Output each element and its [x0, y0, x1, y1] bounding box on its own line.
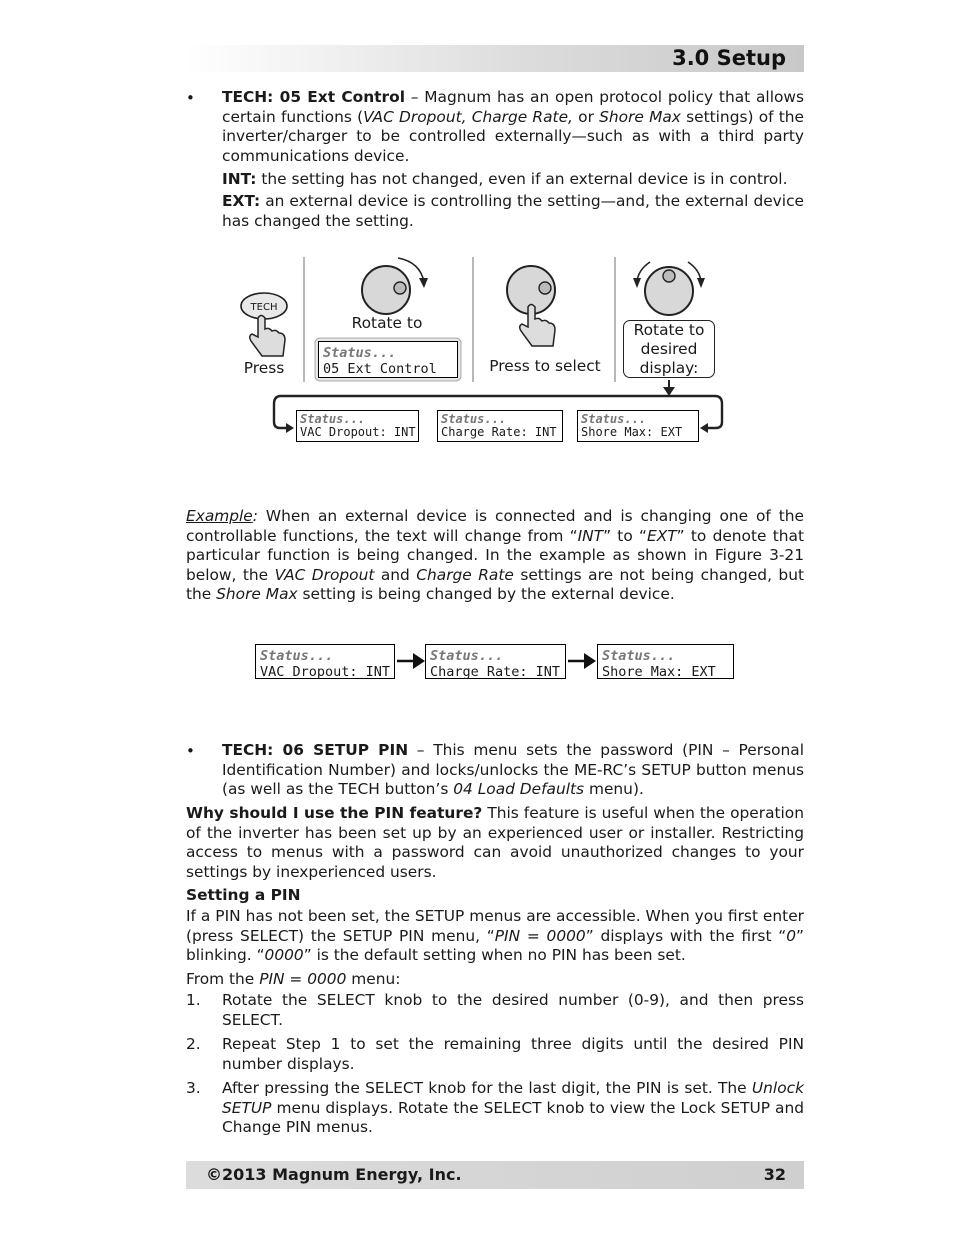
tech05-text-1: – Magnum has an open protocol policy that allows certain functions ( — [222, 88, 804, 126]
press-label: Press — [243, 359, 285, 377]
lcd-shore-max — [577, 410, 699, 442]
why-pin-text: This feature is useful when the operation of the inverter has been set up by an experienced user or installer. Restricting access to menus with a password can avoid unauthorized changes to your settings by inexperienced users. — [186, 804, 804, 881]
tech06-load-defaults: 04 Load Defaults — [453, 780, 585, 798]
step-3-unlock-setup: Unlock SETUP — [222, 1079, 804, 1117]
example-vac: VAC Dropout — [274, 565, 375, 584]
rotate-to-label: Rotate to — [351, 314, 423, 332]
tech-button-label: TECH — [250, 302, 278, 313]
lcd-line: VAC Dropout: INT — [300, 425, 416, 439]
tech06-text-2: menu). — [584, 780, 644, 798]
bullet-tech05: • — [186, 89, 195, 107]
example-shore: Shore Max — [216, 585, 298, 603]
arrow-right-icon — [566, 648, 598, 674]
example-int: INT — [577, 526, 604, 545]
setting-pin-paragraph — [186, 907, 804, 966]
tech05-text-2: or — [572, 107, 600, 126]
setting-pin-value: PIN = 0000 — [494, 926, 586, 945]
rotate-desired-line-2: desired — [640, 340, 698, 358]
diagram-graphics — [0, 0, 954, 470]
example-paragraph — [186, 507, 804, 605]
arrow-right-icon — [395, 648, 427, 674]
section-title: 3.0 Setup — [672, 46, 786, 70]
lcd-line: Shore Max: EXT — [602, 664, 716, 680]
lcd-line: Charge Rate: INT — [441, 425, 557, 439]
from-text: From the — [186, 970, 260, 988]
lcd-status: Status... — [300, 412, 366, 426]
page-footer — [186, 1161, 804, 1189]
why-pin-paragraph — [186, 804, 804, 882]
lcd-status: Status... — [430, 648, 504, 664]
step-3-text — [222, 1079, 804, 1138]
step-2-text: Repeat Step 1 to set the remaining three digits until the desired PIN number displays. — [222, 1035, 804, 1073]
setting-text: If a PIN has not been set, the SETUP menus are accessible. When you first enter (press SELECT) the SETUP PIN menu, “ — [186, 907, 804, 945]
setting-text: ” is the default setting when no PIN has been set. — [303, 946, 686, 964]
from-pin-line — [186, 970, 804, 990]
flow-lcd-shore-max — [597, 644, 734, 679]
example-text: When an external device is connected and is changing one of the controllable functions, the text will change from “ — [186, 507, 804, 545]
lcd-status: Status... — [441, 412, 507, 426]
step-3-text-2: menu displays. Rotate the SELECT knob to view the Lock SETUP and Change PIN menus. — [222, 1098, 804, 1136]
select-knob-icon — [362, 266, 410, 314]
bullet-tech06: • — [186, 742, 195, 760]
why-pin-label: Why should I use the PIN feature? — [186, 804, 483, 822]
lcd-05-ext-control — [318, 341, 458, 378]
int-text: the setting has not changed, even if an external device is in control. — [256, 170, 788, 188]
lcd-line: 05 Ext Control — [323, 361, 437, 377]
example-text: setting is being changed by the external device. — [297, 585, 675, 603]
tech05-text-3: settings) of the inverter/charger to be controlled externally—such as with a third party communications device. — [222, 107, 804, 165]
lcd-status: Status... — [581, 412, 647, 426]
step-number: 2. — [186, 1035, 201, 1053]
lcd-status: Status... — [323, 345, 397, 361]
step-number: 3. — [186, 1079, 201, 1097]
select-knob-icon — [645, 267, 693, 315]
rotate-desired-line-3: display: — [639, 359, 699, 377]
flow-lcd-vac-dropout — [255, 644, 395, 679]
step-1-text: Rotate the SELECT knob to the desired number (0-9), and then press SELECT. — [222, 991, 804, 1029]
step-3-text-1: After pressing the SELECT knob for the last digit, the PIN is set. The — [222, 1079, 752, 1097]
tech06-text-1: – This menu sets the password (PIN – Personal Identification Number) and locks/unlocks the ME-RC’s SETUP button menus (as well as the TECH button’s — [222, 741, 804, 798]
tech05-title: TECH: 05 Ext Control — [222, 88, 405, 106]
lcd-status: Status... — [602, 648, 676, 664]
example-text: settings are not being changed, but the — [186, 565, 804, 603]
step-number: 1. — [186, 991, 201, 1009]
setting-zero: 0 — [786, 926, 797, 945]
tech05-functions-1: VAC Dropout, Charge Rate, — [363, 107, 573, 126]
tech06-title: TECH: 06 SETUP PIN — [222, 741, 409, 759]
lcd-line: Shore Max: EXT — [581, 425, 683, 439]
example-ext: EXT — [646, 526, 677, 545]
example-charge: Charge Rate — [416, 565, 514, 584]
setting-zeros: 0000 — [264, 946, 304, 964]
example-text: and — [374, 565, 417, 584]
rotate-desired-line-1: Rotate to — [633, 321, 705, 339]
lcd-line: Charge Rate: INT — [430, 664, 561, 680]
lcd-vac-dropout — [296, 410, 419, 442]
example-label: Example — [186, 507, 253, 525]
setting-text: ” displays with the first “ — [585, 926, 787, 945]
lcd-line: VAC Dropout: INT — [260, 664, 391, 680]
lcd-status: Status... — [260, 648, 334, 664]
setting-pin-heading: Setting a PIN — [186, 886, 301, 904]
pressing-hand-icon — [250, 316, 285, 357]
setting-text: ” blinking. “ — [186, 926, 805, 964]
flow-lcd-charge-rate — [425, 644, 566, 679]
tech05-functions-2: Shore Max — [599, 107, 681, 126]
from-text: menu: — [346, 970, 401, 988]
example-colon: : — [252, 507, 258, 525]
ext-text: an external device is controlling the setting—and, the external device has changed the setting. — [222, 192, 804, 230]
ext-label: EXT: — [222, 192, 261, 210]
page-number: 32 — [763, 1165, 786, 1184]
example-text: ” to denote that particular function is being changed. In the example as shown in Figure 3-21 below, the — [186, 526, 804, 584]
lcd-charge-rate — [437, 410, 563, 442]
example-text: ” to “ — [603, 526, 647, 545]
copyright: ©2013 Magnum Energy, Inc. — [206, 1165, 462, 1184]
from-pin-value: PIN = 0000 — [259, 970, 347, 988]
int-label: INT: — [222, 170, 257, 188]
tech06-paragraph — [222, 741, 804, 800]
press-to-select-label: Press to select — [489, 357, 601, 375]
